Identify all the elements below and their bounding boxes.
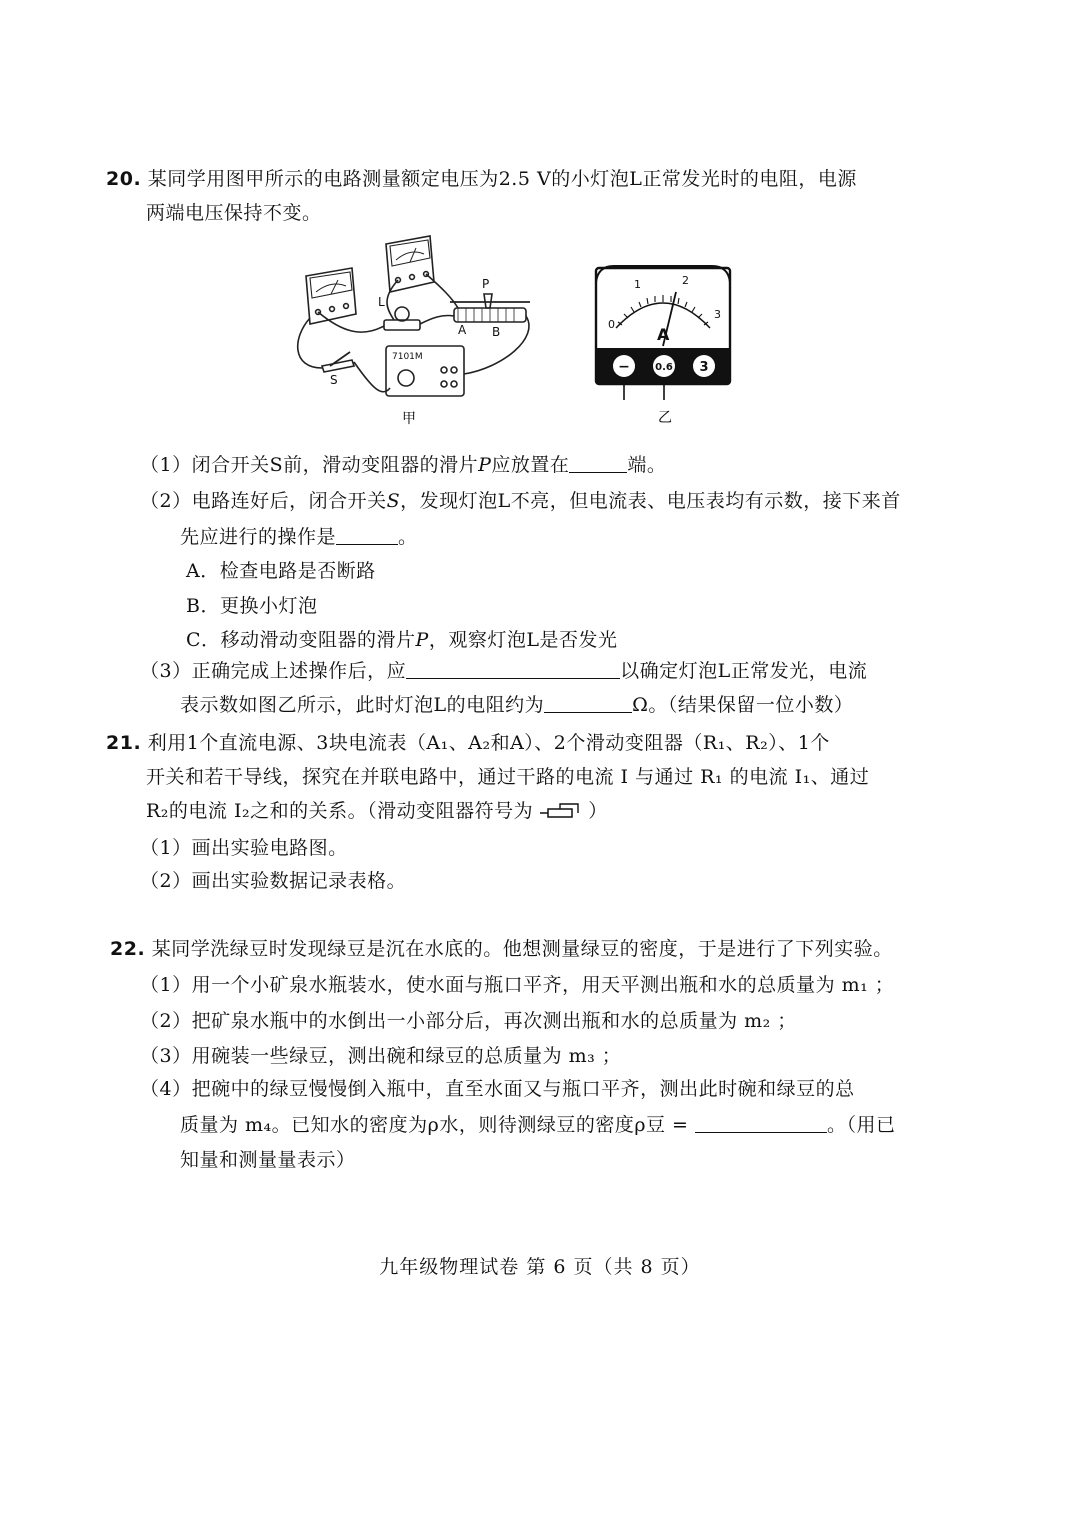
q21-line3: [146, 798, 608, 824]
q20-part2-line2: [180, 524, 418, 550]
q22-part4-line2: [180, 1112, 896, 1138]
q22-part4-line1: （4）把碗中的绿豆慢慢倒入瓶中，直至水面又与瓶口平齐，测出此时碗和绿豆的总: [140, 1078, 855, 1100]
q20-part1-text-a: （1）闭合开关S前，滑动变阻器的滑片: [140, 454, 479, 476]
scale-2: 2: [682, 274, 689, 287]
q20-part1-text-c: 端。: [627, 454, 667, 476]
rheostat-slider: [484, 294, 492, 308]
q21-line3-text-a: R₂的电流 I₂之和的关系。（滑动变阻器符号为: [146, 800, 534, 822]
q20-part1-blank[interactable]: [569, 454, 627, 473]
q20-stem-line2: 两端电压保持不变。: [146, 202, 322, 224]
q21-part1: （1）画出实验电路图。: [140, 837, 348, 859]
terminal-0-6-label: 0.6: [655, 362, 673, 373]
q20-part2-line1: [140, 488, 901, 514]
q20-option-a: A．检查电路是否断路: [186, 560, 376, 582]
terminal-neg-label: −: [618, 359, 630, 375]
q22-part3: （3）用碗装一些绿豆，测出碗和绿豆的总质量为 m₃ ；: [140, 1045, 622, 1067]
q21-line1: [106, 730, 830, 756]
q22-part2: （2）把矿泉水瓶中的水倒出一小部分后，再次测出瓶和水的总质量为 m₂ ；: [140, 1010, 797, 1032]
q20-part2-blank[interactable]: [336, 526, 398, 545]
q20-part2-text-b: ，发现灯泡L不亮，但电流表、电压表均有示数，接下来首: [400, 490, 901, 512]
label-end-a: A: [458, 323, 467, 337]
q22-number: 22.: [110, 938, 146, 960]
q20-part1-var: P: [478, 454, 492, 476]
label-switch-s: S: [330, 373, 338, 387]
q20-part2-line2-text: 先应进行的操作是: [180, 526, 337, 548]
voltmeter-body: [306, 268, 356, 324]
terminal-3-label: 3: [699, 360, 709, 375]
q22-part4-line2-text-b: 。（用已: [827, 1114, 896, 1136]
label-source-code: 7101M: [392, 352, 423, 362]
figure-yi-ammeter: [594, 262, 734, 428]
q20-part3-line2-text-a: 表示数如图乙所示，此时灯泡L的电阻约为: [180, 694, 545, 716]
q20-number: 20.: [106, 168, 142, 190]
q22-part4-line3: 知量和测量量表示）: [180, 1149, 356, 1171]
label-end-b: B: [492, 325, 501, 339]
q22-stem-text: 某同学洗绿豆时发现绿豆是沉在水底的。他想测量绿豆的密度，于是进行了下列实验。: [151, 938, 893, 960]
q20-part2-line2-end: 。: [398, 526, 418, 548]
switch: [322, 360, 354, 372]
q21-line3-text-b: ）: [588, 800, 608, 822]
label-fig-jia: 甲: [402, 411, 416, 427]
q20-part3-line2: [180, 692, 853, 718]
q21-line2: 开关和若干导线，探究在并联电路中，通过干路的电流 I 与通过 R₁ 的电流 I₁、通过: [146, 766, 870, 788]
q20-part3-text-a: （3）正确完成上述操作后，应: [140, 660, 407, 682]
lamp-bulb: [395, 307, 409, 321]
q20-part3-blank-2[interactable]: [544, 694, 632, 713]
q20-option-c-text-a: C．移动滑动变阻器的滑片: [186, 629, 416, 651]
q22-part1: （1）用一个小矿泉水瓶装水，使水面与瓶口平齐，用天平测出瓶和水的总质量为 m₁ ；: [140, 974, 895, 996]
rheostat-symbol-icon: [540, 802, 582, 820]
q20-stem-line1: [106, 166, 857, 192]
figure-jia-circuit: [282, 228, 542, 428]
label-lamp: L: [378, 295, 385, 309]
ammeter-body: [386, 236, 434, 292]
q20-part3-line2-text-b: Ω。（结果保留一位小数）: [632, 694, 854, 716]
scale-0: 0: [608, 318, 615, 331]
q20-part3-text-b: 以确定灯泡L正常发光，电流: [620, 660, 868, 682]
scale-1: 1: [634, 278, 641, 291]
q20-part1: [140, 452, 666, 478]
q20-part2-text-a: （2）电路连好后，闭合开关: [140, 490, 387, 512]
q20-part3-line1: [140, 658, 867, 684]
q20-stem-text1: 某同学用图甲所示的电路测量额定电压为2.5 V的小灯泡L正常发光时的电阻，电源: [147, 168, 857, 190]
q22-density-blank[interactable]: [695, 1114, 827, 1133]
q21-line1-text: 利用1个直流电源、3块电流表（A₁、A₂和A）、2个滑动变阻器（R₁、R₂）、1个: [147, 732, 830, 754]
q21-part2: （2）画出实验数据记录表格。: [140, 870, 407, 892]
q21-number: 21.: [106, 732, 142, 754]
q20-option-c: [186, 627, 617, 653]
q20-part3-blank-1[interactable]: [406, 660, 620, 679]
page-footer: 九年级物理试卷 第 6 页（共 8 页）: [379, 1256, 701, 1278]
q20-option-c-text-b: ，观察灯泡L是否发光: [428, 629, 618, 651]
label-slider-p: P: [482, 277, 490, 291]
q20-part2-var: S: [386, 490, 401, 512]
label-fig-yi: 乙: [658, 410, 672, 426]
q22-part4-line2-text-a: 质量为 m₄。已知水的密度为ρ水，则待测绿豆的密度ρ豆 =: [180, 1114, 689, 1136]
ammeter-unit: A: [657, 325, 670, 344]
q20-part1-text-b: 应放置在: [491, 454, 570, 476]
q22-stem: [110, 936, 893, 962]
q20-option-c-var: P: [415, 629, 429, 651]
q20-option-b: B．更换小灯泡: [186, 595, 318, 617]
scale-3: 3: [714, 308, 721, 321]
